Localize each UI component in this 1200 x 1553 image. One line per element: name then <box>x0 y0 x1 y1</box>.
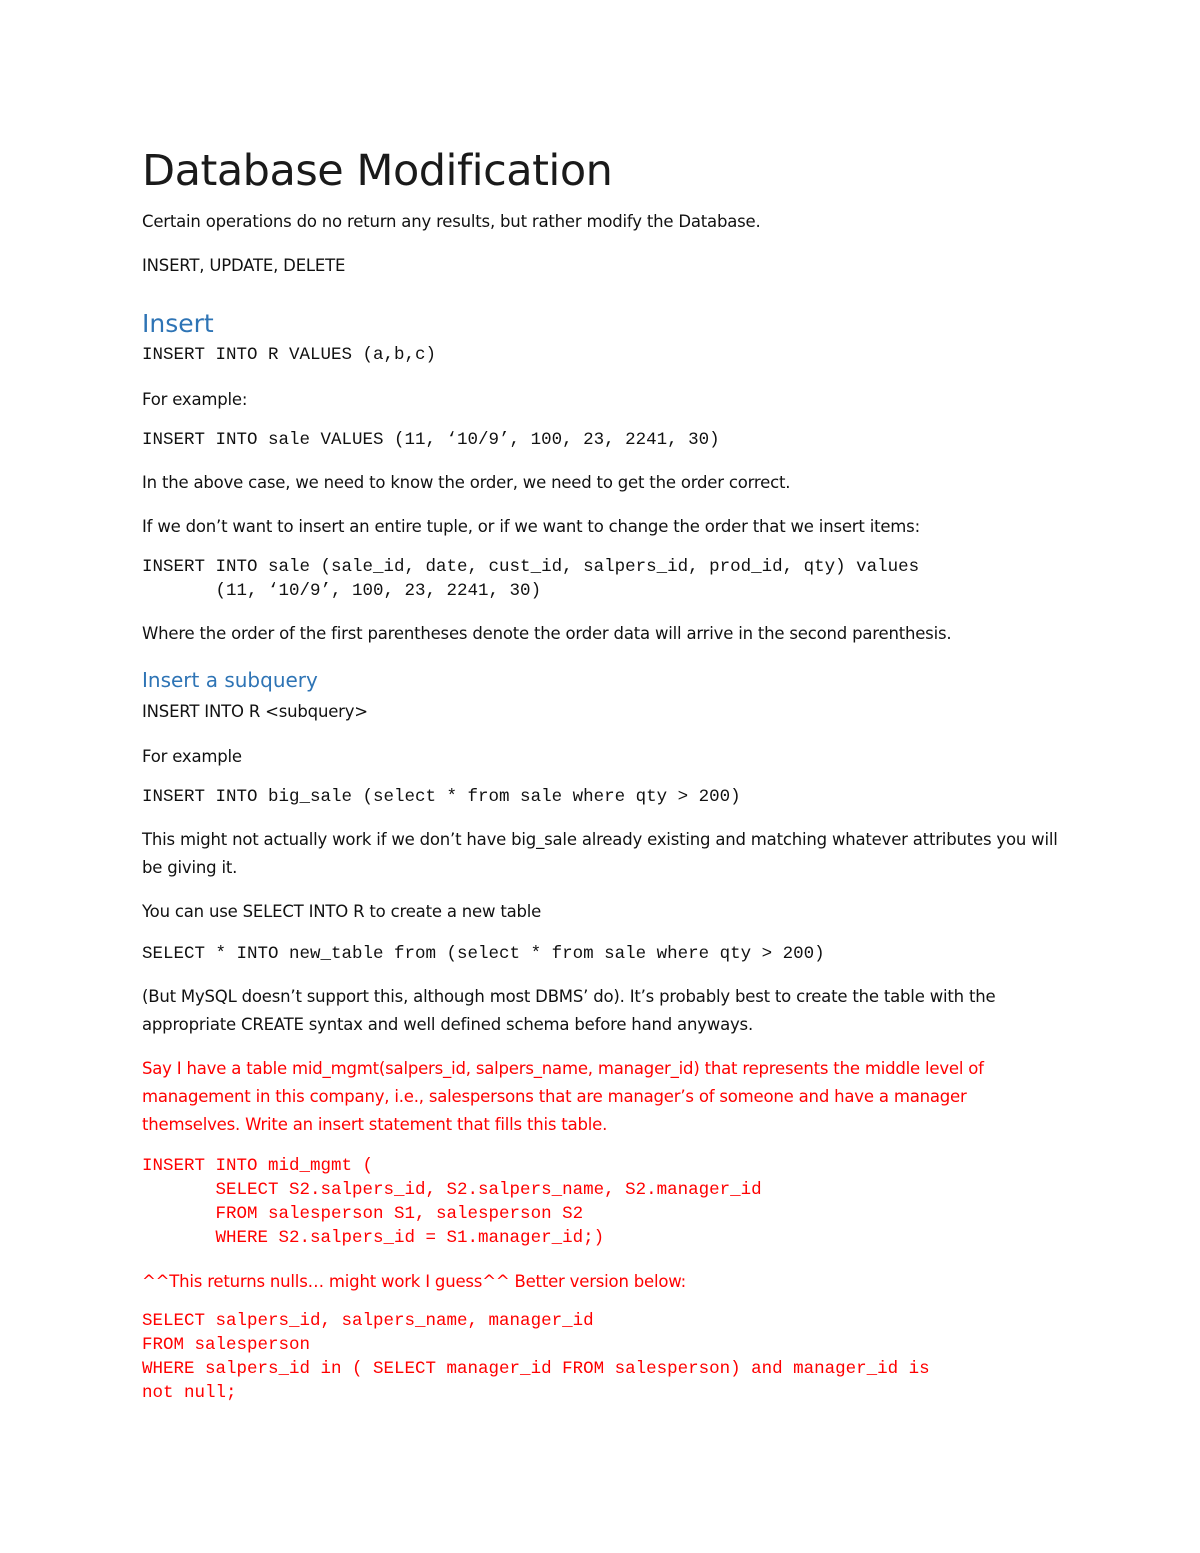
for-example-label: For example: <box>142 390 248 409</box>
intro-paragraph: Certain operations do no return any results, but rather modify the Database. <box>142 212 761 231</box>
better-answer-code-line: SELECT salpers_id, salpers_name, manager_id <box>142 1311 594 1331</box>
answer-code-line: INSERT INTO mid_mgmt ( <box>142 1156 374 1176</box>
page-title: Database Modification <box>142 146 613 196</box>
better-answer-code-line: FROM salesperson <box>142 1335 311 1355</box>
insert-columns-code-line: (11, ‘10/9’, 100, 23, 2241, 30) <box>142 581 542 601</box>
insert-example-code: INSERT INTO sale VALUES (11, ‘10/9’, 100, 23, 2241, 30) <box>142 430 720 450</box>
operations-list: INSERT, UPDATE, DELETE <box>142 256 346 275</box>
big-sale-note: This might not actually work if we don’t have big_sale already existing and matching whatever attributes you will be giving it. <box>142 830 1058 877</box>
subquery-syntax: INSERT INTO R <subquery> <box>142 702 368 721</box>
insert-columns-code-line: INSERT INTO sale (sale_id, date, cust_id, salpers_id, prod_id, qty) values <box>142 557 920 577</box>
insert-syntax-code: INSERT INTO R VALUES (a,b,c) <box>142 345 437 365</box>
better-answer-code-line: not null; <box>142 1383 237 1403</box>
for-example-label: For example <box>142 747 242 766</box>
mysql-note: (But MySQL doesn’t support this, although most DBMS’ do). It’s probably best to create the table with the appropriate CREATE syntax and well defined schema before hand anyways. <box>142 987 996 1034</box>
subquery-heading: Insert a subquery <box>142 668 318 692</box>
exercise-prompt: Say I have a table mid_mgmt(salpers_id, salpers_name, manager_id) that represents the middle level of management in this company, i.e., salespersons that are manager’s of someone and have a manager themselves. Write an insert statement that fills this table. <box>142 1059 984 1134</box>
better-answer-code-line: WHERE salpers_id in ( SELECT manager_id FROM salesperson) and manager_id is <box>142 1359 930 1379</box>
subquery-example-code: INSERT INTO big_sale (select * from sale where qty > 200) <box>142 787 741 807</box>
document-page <box>142 0 1062 1553</box>
select-into-note: You can use SELECT INTO R to create a new table <box>142 902 542 921</box>
insert-heading: Insert <box>142 309 214 338</box>
parentheses-note: Where the order of the first parentheses denote the order data will arrive in the second parenthesis. <box>142 624 952 643</box>
tuple-note: If we don’t want to insert an entire tuple, or if we want to change the order that we insert items: <box>142 517 920 536</box>
answer-code-line: WHERE S2.salpers_id = S1.manager_id;) <box>142 1228 605 1248</box>
select-into-code: SELECT * INTO new_table from (select * from sale where qty > 200) <box>142 944 825 964</box>
answer-note: ^^This returns nulls… might work I guess^^ Better version below: <box>142 1272 687 1291</box>
answer-code-line: SELECT S2.salpers_id, S2.salpers_name, S2.manager_id <box>142 1180 762 1200</box>
answer-code-line: FROM salesperson S1, salesperson S2 <box>142 1204 584 1224</box>
order-note: In the above case, we need to know the order, we need to get the order correct. <box>142 473 791 492</box>
